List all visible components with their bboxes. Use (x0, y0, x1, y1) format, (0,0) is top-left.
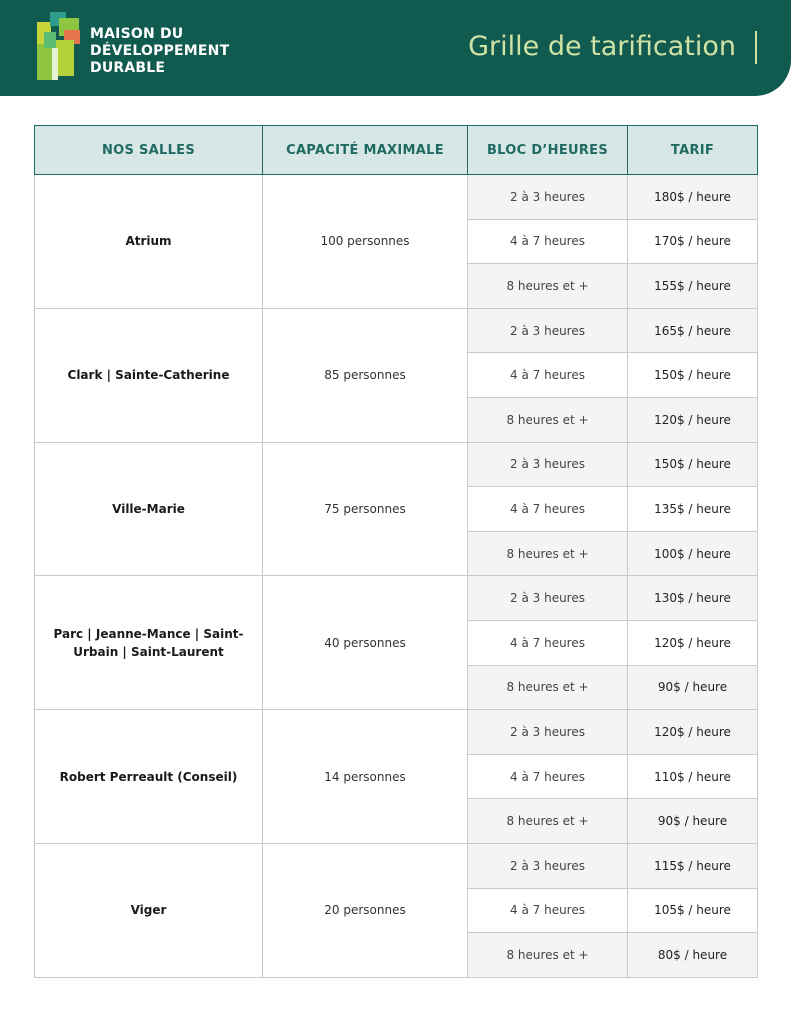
hourly-rate: 120$ / heure (628, 397, 758, 442)
hourly-rate: 135$ / heure (628, 487, 758, 532)
hourly-rate: 100$ / heure (628, 531, 758, 576)
hour-block: 4 à 7 heures (468, 219, 628, 264)
room-name: Atrium (35, 175, 263, 309)
hourly-rate: 155$ / heure (628, 264, 758, 309)
room-name: Parc | Jeanne-Mance | Saint-Urbain | Saint-Laurent (35, 576, 263, 710)
table-row (35, 710, 758, 755)
hourly-rate: 115$ / heure (628, 843, 758, 888)
hour-block: 8 heures et + (468, 665, 628, 710)
table-body (35, 175, 758, 978)
room-capacity: 100 personnes (263, 175, 468, 309)
room-capacity: 14 personnes (263, 710, 468, 844)
header-rooms: NOS SALLES (35, 126, 263, 175)
hourly-rate: 150$ / heure (628, 353, 758, 398)
brand-name (90, 26, 229, 77)
room-capacity: 75 personnes (263, 442, 468, 576)
hourly-rate: 130$ / heure (628, 576, 758, 621)
hour-block: 8 heures et + (468, 933, 628, 978)
title-divider (755, 31, 757, 64)
room-capacity: 20 personnes (263, 843, 468, 977)
table-row (35, 308, 758, 353)
hour-block: 2 à 3 heures (468, 175, 628, 220)
header-hour-block: BLOC D’HEURES (468, 126, 628, 175)
hour-block: 8 heures et + (468, 397, 628, 442)
hour-block: 2 à 3 heures (468, 576, 628, 621)
page-title: Grille de tarification (468, 31, 736, 62)
table-header-row (35, 126, 758, 175)
table-row (35, 175, 758, 220)
hourly-rate: 170$ / heure (628, 219, 758, 264)
page-header (0, 0, 791, 96)
hourly-rate: 180$ / heure (628, 175, 758, 220)
room-name: Ville-Marie (35, 442, 263, 576)
table-row (35, 843, 758, 888)
hourly-rate: 105$ / heure (628, 888, 758, 933)
hour-block: 4 à 7 heures (468, 620, 628, 665)
hour-block: 2 à 3 heures (468, 308, 628, 353)
brand-line-2: DÉVELOPPEMENT (90, 43, 230, 59)
table-row (35, 576, 758, 621)
hour-block: 8 heures et + (468, 799, 628, 844)
hourly-rate: 80$ / heure (628, 933, 758, 978)
hour-block: 2 à 3 heures (468, 843, 628, 888)
hour-block: 8 heures et + (468, 531, 628, 576)
table-row (35, 442, 758, 487)
hour-block: 4 à 7 heures (468, 487, 628, 532)
room-capacity: 40 personnes (263, 576, 468, 710)
room-name: Robert Perreault (Conseil) (35, 710, 263, 844)
room-capacity: 85 personnes (263, 308, 468, 442)
hourly-rate: 90$ / heure (628, 665, 758, 710)
hourly-rate: 120$ / heure (628, 620, 758, 665)
hour-block: 8 heures et + (468, 264, 628, 309)
hourly-rate: 90$ / heure (628, 799, 758, 844)
hour-block: 4 à 7 heures (468, 353, 628, 398)
hourly-rate: 110$ / heure (628, 754, 758, 799)
hourly-rate: 165$ / heure (628, 308, 758, 353)
pricing-table (34, 125, 758, 978)
brand-line-1: MAISON DU (90, 26, 184, 42)
hourly-rate: 120$ / heure (628, 710, 758, 755)
hour-block: 4 à 7 heures (468, 888, 628, 933)
room-name: Viger (35, 843, 263, 977)
header-rate: TARIF (628, 126, 758, 175)
hour-block: 2 à 3 heures (468, 442, 628, 487)
hour-block: 2 à 3 heures (468, 710, 628, 755)
tree-logo-icon (34, 10, 84, 82)
hour-block: 4 à 7 heures (468, 754, 628, 799)
hourly-rate: 150$ / heure (628, 442, 758, 487)
header-capacity: CAPACITÉ MAXIMALE (263, 126, 468, 175)
room-name: Clark | Sainte-Catherine (35, 308, 263, 442)
brand-line-3: DURABLE (90, 60, 166, 76)
